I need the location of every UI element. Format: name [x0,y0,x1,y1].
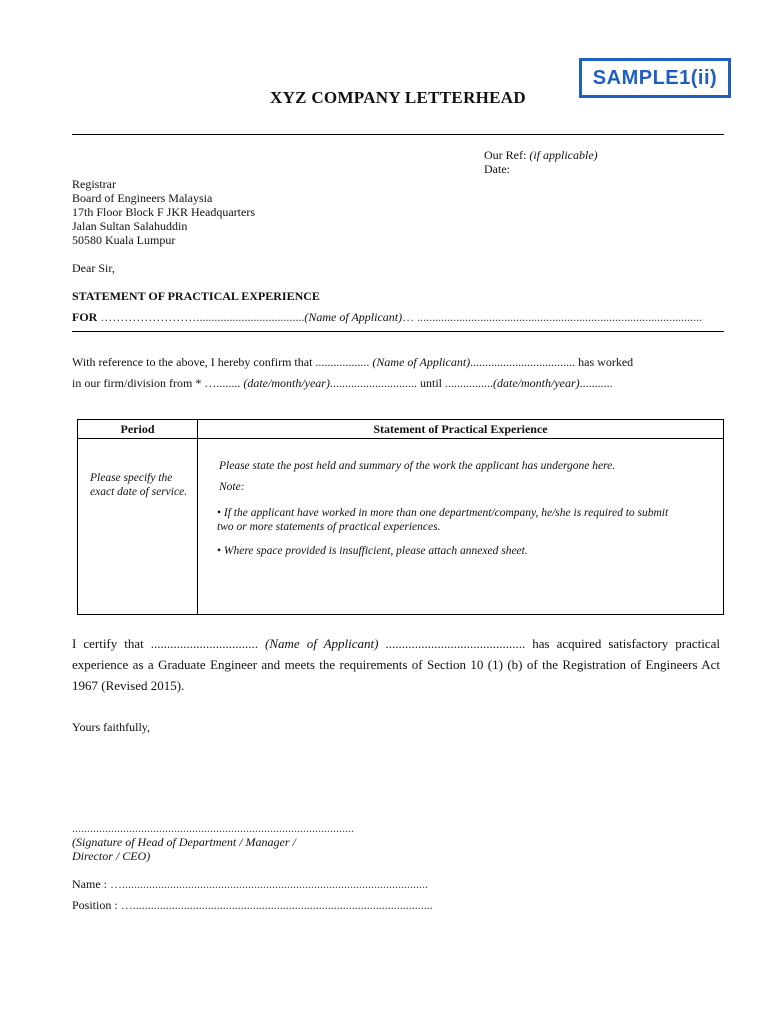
our-ref-line [484,148,598,162]
signature-caption: (Signature of Head of Department / Manager / Director / CEO) [72,835,296,863]
our-ref-value: (if applicable) [529,148,598,162]
sample-badge: SAMPLE1(ii) [579,58,731,98]
address-line: 17th Floor Block F JKR Headquarters [72,205,255,219]
statement-intro: Please state the post held and summary of the work the applicant has undergone here. [219,460,616,472]
date-label: Date: [484,162,510,176]
period-cell-text: Please specify the exact date of service. [90,472,188,498]
position-label: Position : [72,898,121,912]
subject-rule [72,331,724,332]
confirm-line2-mid: ............................. until ................ [329,376,493,390]
salutation: Dear Sir, [72,261,115,275]
address-line: Board of Engineers Malaysia [72,191,213,205]
table-header-statement: Statement of Practical Experience [373,422,548,436]
letterhead-title: XYZ COMPANY LETTERHEAD [270,88,526,107]
certify-paragraph [72,633,720,696]
statement-bullet [217,544,687,558]
certify-pre: I certify that ................................. [72,636,259,651]
for-applicant-name: (Name of Applicant) [304,310,403,324]
confirm-line-1 [72,355,633,369]
confirm-line-2 [72,376,613,390]
confirm-line2-date2: (date/month/year) [493,376,580,390]
closing: Yours faithfully, [72,720,151,734]
signature-line: .............................................................................................. [72,821,354,835]
header-rule [72,134,724,135]
name-dots: …...................................................................................................... [110,877,428,891]
statement-bullet-text: Where space provided is insufficient, please attach annexed sheet. [223,545,528,557]
name-field [72,877,428,891]
address-line: 50580 Kuala Lumpur [72,233,176,247]
address-line: Registrar [72,177,116,191]
certify-name: (Name of Applicant) [265,636,379,651]
table-header-period: Period [120,422,155,436]
statement-bullet-text: If the applicant have worked in more than one department/company, he/she is required to submit two or more statements of practical experiences. [217,507,669,533]
bullet-mark: • [217,507,222,519]
confirm-line1-post: ................................... has worked [470,355,634,369]
for-label: FOR [72,310,98,324]
table-header-divider [77,438,724,439]
statement-bullet [217,506,687,534]
table-column-divider [197,419,198,615]
statement-note-label: Note: [219,481,245,493]
certify-post: ........................................... has acquired satisfactory practical experience as a Graduate Engineer and meets the requirements of Section 10 (1) (b) of the Registration of Engineers Act 1967 (Revised 2015). [72,636,721,693]
confirm-line2-pre: in our firm/division from * …........ [72,376,241,390]
confirm-line1-pre: With reference to the above, I hereby confirm that .................. [72,355,370,369]
our-ref-label: Our Ref: [484,148,527,162]
confirm-line2-date1: (date/month/year) [240,376,330,390]
address-line: Jalan Sultan Salahuddin [72,219,188,233]
bullet-mark: • [217,545,222,557]
for-dots-after: … ............................................................................................... [402,310,703,324]
subject-for-line [72,310,702,324]
confirm-line2-post: ........... [579,376,613,390]
subject-title: STATEMENT OF PRACTICAL EXPERIENCE [72,289,320,303]
position-dots: ….................................................................................................... [120,898,433,912]
for-dots-before: …………………….................................... [97,310,305,324]
confirm-line1-name: (Name of Applicant) [369,355,471,369]
position-field [72,898,433,912]
name-label: Name : [72,877,110,891]
